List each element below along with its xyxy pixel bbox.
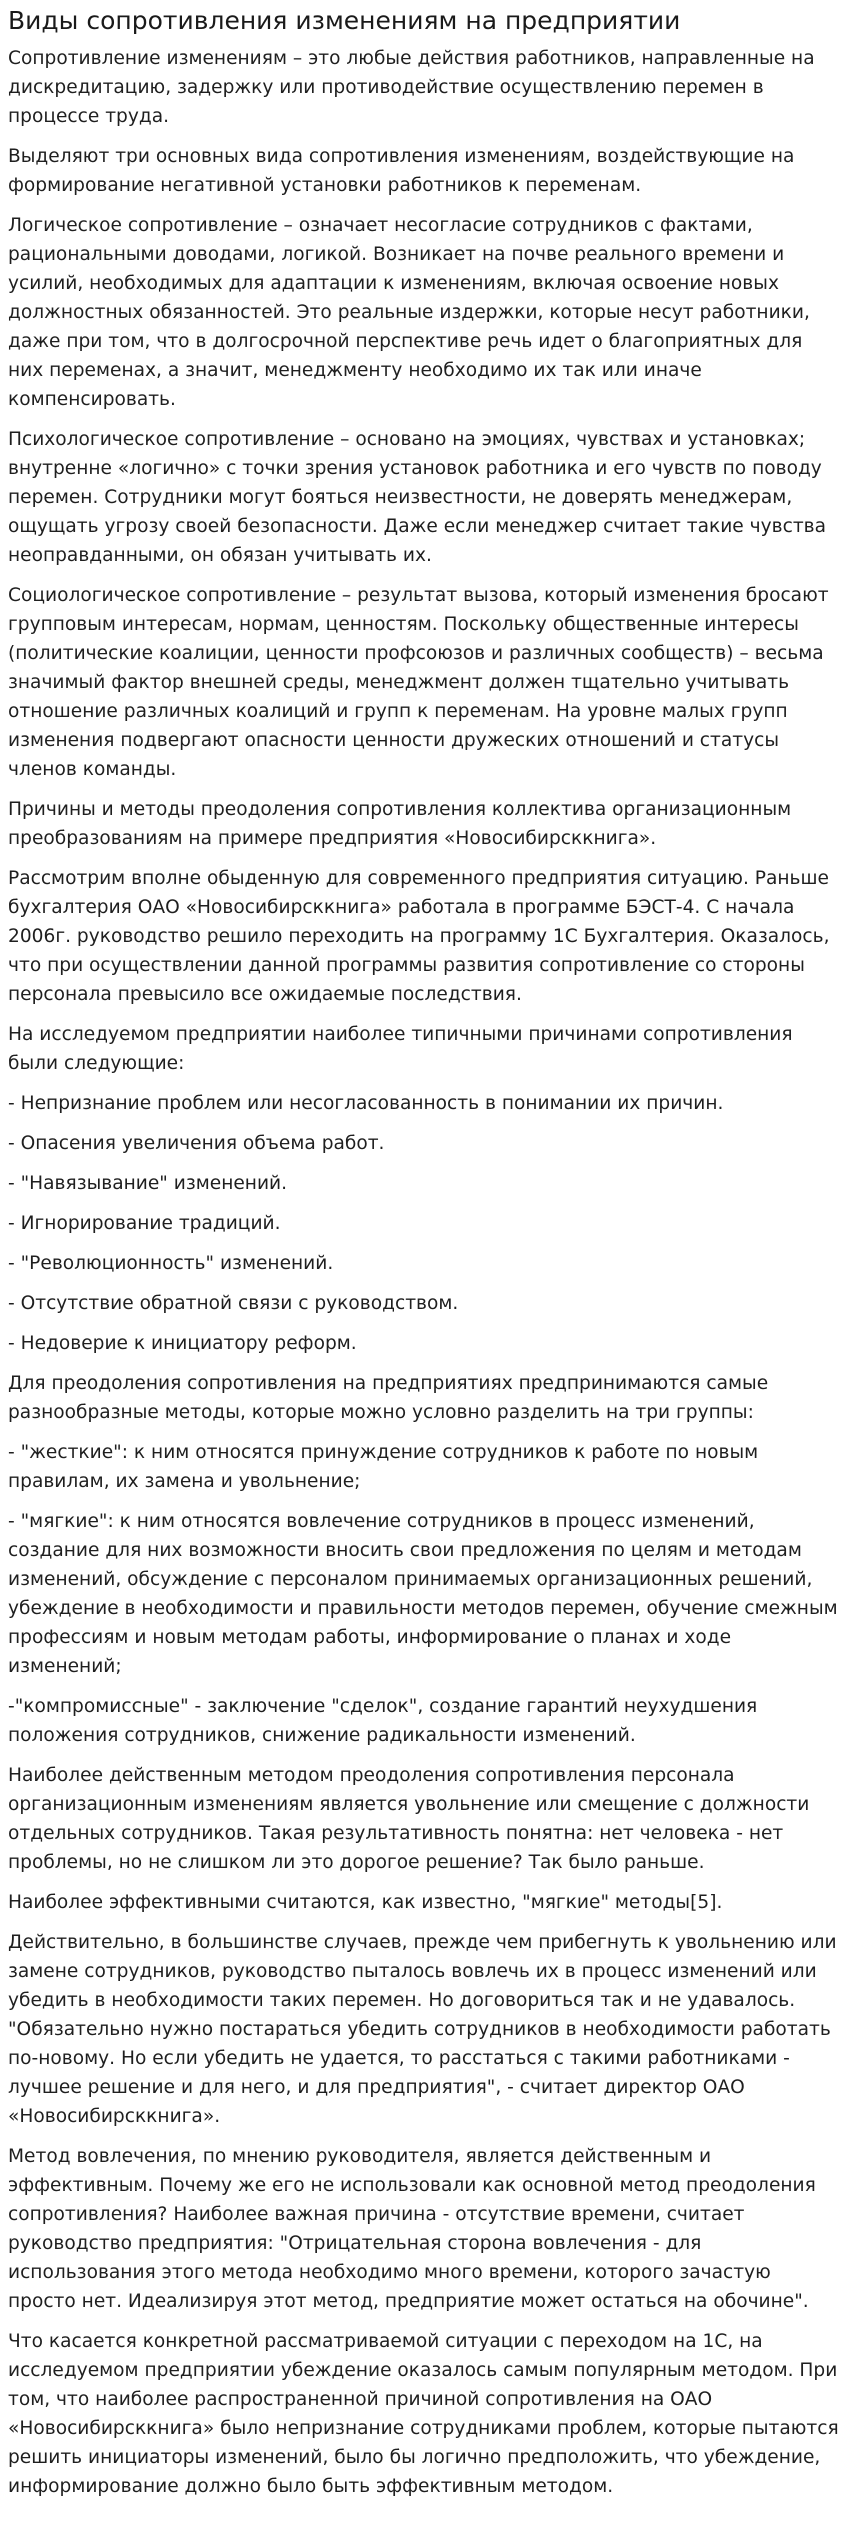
paragraph-logical-resistance: Логическое сопротивление – означает несогласие сотрудников с фактами, рациональными доводами, логикой. Возникает на почве реального времени и усилий, необходимых для адаптации к изменениям, включая освоение новых должностных обязанностей. Это реальные издержки, которые несут работники, даже при том, что в долгосрочной перспективе речь идет о благоприятных для них переменах, а значит, менеджменту необходимо их так или иначе компенсировать.	[8, 215, 810, 410]
paragraph-section-heading: Причины и методы преодоления сопротивления коллектива организационным преобразованиям на примере предприятия «Новосибирсккнига».	[8, 799, 792, 849]
paragraph-methods-intro: Для преодоления сопротивления на предприятиях предпринимаются самые разнообразные методы, которые можно условно разделить на три группы:	[8, 1373, 769, 1423]
list-item-cause: - Недоверие к инициатору реформ.	[8, 1333, 357, 1354]
page-title: Виды сопротивления изменениям на предприятии	[8, 6, 681, 35]
list-item-cause: - Игнорирование традиций.	[8, 1213, 281, 1234]
paragraph-situation: Рассмотрим вполне обыденную для современного предприятия ситуацию. Раньше бухгалтерия ОАО «Новосибирсккнига» работала в программе БЭСТ-4. С начала 2006г. руководство решило переходить на программу 1С Бухгалтерия. Оказалось, что при осуществлении данной программы развития сопротивление со стороны персонала превысило все ожидаемые последствия.	[8, 868, 830, 1005]
paragraph-psychological-resistance: Психологическое сопротивление – основано на эмоциях, чувствах и установках; внутренне «логично» с точки зрения установок работника и его чувств по поводу перемен. Сотрудники могут бояться неизвестности, не доверять менеджерам, ощущать угрозу своей безопасности. Даже если менеджер считает такие чувства неоправданными, он обязан учитывать их.	[8, 429, 827, 566]
paragraph-involvement: Метод вовлечения, по мнению руководителя, является действенным и эффективным. Почему же его не использовали как основной метод преодоления сопротивления? Наиболее важная причина - отсутствие времени, считает руководство предприятия: "Отрицательная сторона вовлечения - для использования этого метода необходимо много времени, которого зачастую просто нет. Идеализируя этот метод, предприятие может остаться на обочине".	[8, 2146, 816, 2312]
paragraph-director-quote: Действительно, в большинстве случаев, прежде чем прибегнуть к увольнению или замене сотрудников, руководство пыталось вовлечь их в процесс изменений или убедить в необходимости таких перемен. Но договориться так и не удавалось. "Обязательно нужно постараться убедить сотрудников в необходимости работать по-новому. Но если убедить не удается, то расстаться с такими работниками - лучшее решение и для него, и для предприятия", - считает директор ОАО «Новосибирсккнига».	[8, 1932, 837, 2127]
paragraph-conclusion: Что касается конкретной рассматриваемой ситуации с переходом на 1С, на исследуемом предприятии убеждение оказалось самым популярным методом. При том, что наиболее распространенной причиной сопротивления на ОАО «Новосибирсккнига» было непризнание сотрудниками проблем, которые пытаются решить инициаторы изменений, было бы логично предположить, что убеждение, информирование должно было быть эффективным методом.	[8, 2331, 839, 2497]
list-item-cause: - "Навязывание" изменений.	[8, 1173, 288, 1194]
paragraph-soft-methods: Наиболее эффективными считаются, как известно, "мягкие" методы[5].	[8, 1892, 723, 1913]
paragraph-causes-intro: На исследуемом предприятии наиболее типичными причинами сопротивления были следующие:	[8, 1024, 793, 1074]
paragraph-dismissal: Наиболее действенным методом преодоления сопротивления персонала организационным изменениям является увольнение или смещение с должности отдельных сотрудников. Такая результативность понятна: нет человека - нет проблемы, но не слишком ли это дорогое решение? Так было раньше.	[8, 1765, 810, 1873]
list-item-method-soft: - "мягкие": к ним относятся вовлечение сотрудников в процесс изменений, создание для них возможности вносить свои предложения по целям и методам изменений, обсуждение с персоналом принимаемых организационных решений, убеждение в необходимости и правильности методов перемен, обучение смежным профессиям и новым методам работы, информирование о планах и ходе изменений;	[8, 1511, 838, 1677]
paragraph-three-types: Выделяют три основных вида сопротивления изменениям, воздействующие на формирование негативной установки работников к переменам.	[8, 146, 795, 196]
list-item-cause: - Опасения увеличения объема работ.	[8, 1133, 385, 1154]
list-item-method-hard: - "жесткие": к ним относятся принуждение сотрудников к работе по новым правилам, их замена и увольнение;	[8, 1442, 759, 1492]
list-item-method-compromise: -"компромиссные" - заключение "сделок", создание гарантий неухудшения положения сотрудников, снижение радикальности изменений.	[8, 1696, 758, 1746]
paragraph-sociological-resistance: Социологическое сопротивление – результат вызова, который изменения бросают групповым интересам, нормам, ценностям. Поскольку общественные интересы (политические коалиции, ценности профсоюзов и различных сообществ) – весьма значимый фактор внешней среды, менеджмент должен тщательно учитывать отношение различных коалиций и групп к переменам. На уровне малых групп изменения подвергают опасности ценности дружеских отношений и статусы членов команды.	[8, 585, 829, 780]
list-item-cause: - "Революционность" изменений.	[8, 1253, 334, 1274]
list-item-cause: - Отсутствие обратной связи с руководством.	[8, 1293, 459, 1314]
list-item-cause: - Непризнание проблем или несогласованность в понимании их причин.	[8, 1093, 724, 1114]
paragraph-definition: Сопротивление изменениям – это любые действия работников, направленные на дискредитацию, задержку или противодействие осуществлению перемен в процессе труда.	[8, 48, 815, 127]
